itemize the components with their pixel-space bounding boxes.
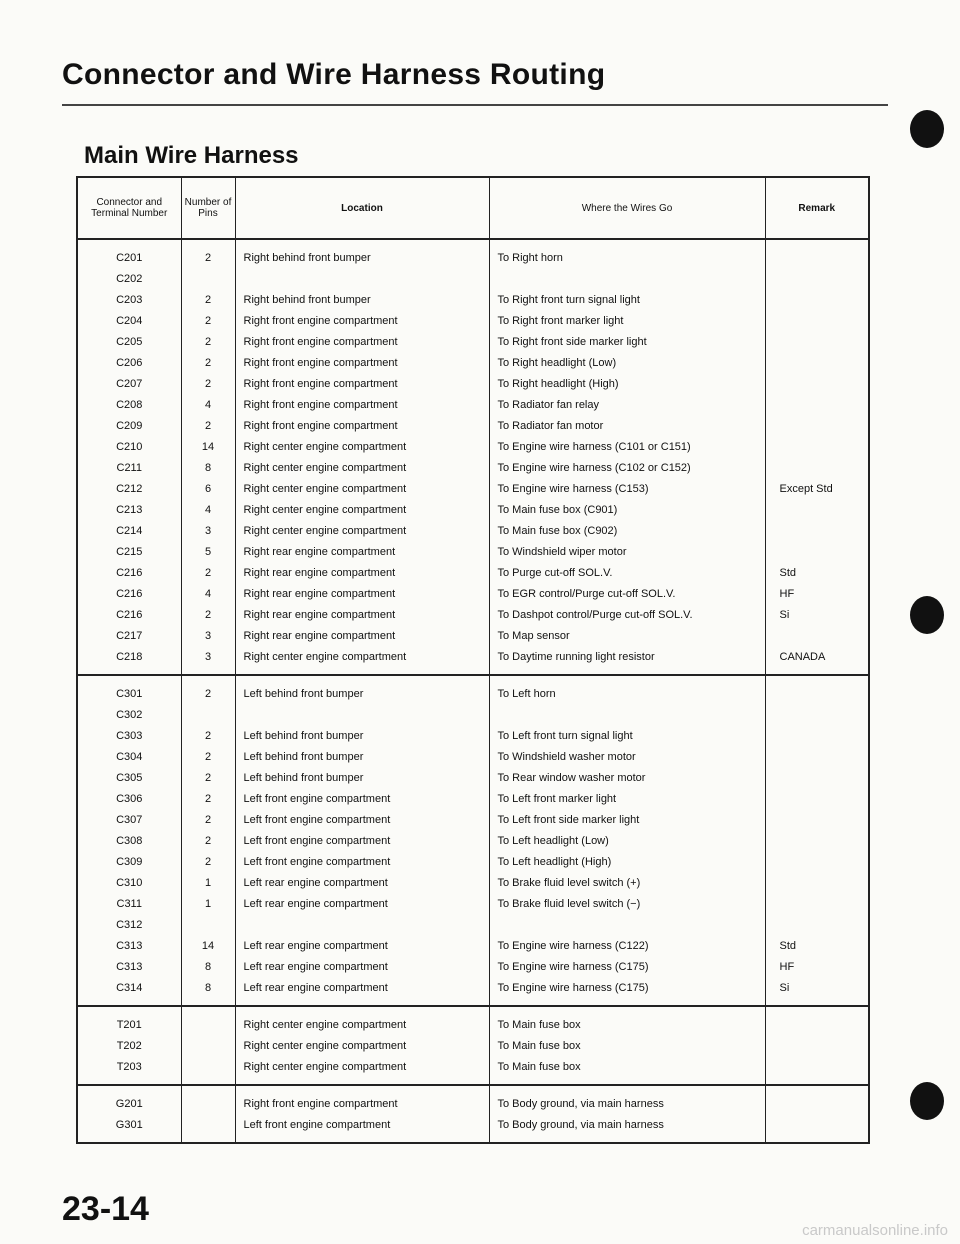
connector-value: C311: [116, 898, 142, 910]
connector-value: G201: [115, 1098, 143, 1110]
remark-value: HF: [779, 588, 795, 600]
remark-value: [766, 521, 869, 542]
where-value: To Engine wire harness (C101 or C151): [497, 441, 691, 453]
title-rule: [62, 104, 888, 106]
remark-value: [766, 374, 869, 395]
location-value: Right center engine compartment: [243, 504, 407, 516]
where-value: To Body ground, via main harness: [497, 1119, 664, 1131]
connector-value: C206: [116, 357, 143, 369]
where-value: To Radiator fan motor: [497, 420, 604, 432]
where-value: [490, 269, 765, 290]
location-value: [236, 915, 489, 936]
where-value: To Dashpot control/Purge cut-off SOL.V.: [497, 609, 693, 621]
pins-value: 2: [204, 378, 212, 390]
location-value: Left front engine compartment: [243, 856, 391, 868]
where-value: To Right headlight (High): [497, 378, 619, 390]
pins-value: 3: [204, 525, 212, 537]
remark-value: [766, 789, 869, 810]
column-connector: [77, 239, 181, 675]
connector-value: T202: [116, 1040, 142, 1052]
where-value: To Engine wire harness (C102 or C152): [497, 462, 691, 474]
where-value: [490, 915, 765, 936]
where-value: To Windshield wiper motor: [497, 546, 627, 558]
remark-value: [766, 1115, 869, 1136]
connector-value: C217: [116, 630, 143, 642]
where-value: To Left horn: [497, 688, 556, 700]
pins-value: 3: [204, 651, 212, 663]
column-connector: [77, 675, 181, 1006]
pins-value: 2: [204, 730, 212, 742]
header-remark: Remark: [765, 177, 869, 239]
connector-value: C204: [116, 315, 143, 327]
connector-value: C301: [116, 688, 143, 700]
column-pins: [181, 239, 235, 675]
watermark: carmanualsonline.info: [802, 1222, 948, 1239]
column-pins: [181, 1006, 235, 1085]
pins-value: 2: [204, 835, 212, 847]
connector-value: C205: [116, 336, 143, 348]
where-value: To Brake fluid level switch (−): [497, 898, 641, 910]
remark-value: [766, 852, 869, 873]
pins-value: 2: [204, 336, 212, 348]
location-value: Left behind front bumper: [243, 772, 364, 784]
location-value: Right center engine compartment: [243, 462, 407, 474]
connector-value: C307: [116, 814, 143, 826]
pins-value: [182, 705, 235, 726]
where-value: To Left front side marker light: [497, 814, 640, 826]
column-where: [489, 239, 765, 675]
location-value: Left rear engine compartment: [243, 877, 388, 889]
remark-value: [766, 1036, 869, 1057]
pins-value: 1: [204, 877, 212, 889]
connector-value: C308: [116, 835, 143, 847]
connector-value: C303: [116, 730, 143, 742]
where-value: [490, 705, 765, 726]
connector-value: C211: [116, 462, 142, 474]
harness-group: [77, 1085, 869, 1143]
connector-value: C312: [116, 919, 143, 931]
where-value: To Right front side marker light: [497, 336, 647, 348]
remark-value: [766, 831, 869, 852]
page-title: Connector and Wire Harness Routing: [62, 58, 606, 91]
where-value: To Body ground, via main harness: [497, 1098, 664, 1110]
remark-value: HF: [779, 961, 795, 973]
where-value: To Windshield washer motor: [497, 751, 636, 763]
where-value: To EGR control/Purge cut-off SOL.V.: [497, 588, 676, 600]
remark-value: [766, 894, 869, 915]
location-value: Right center engine compartment: [243, 441, 407, 453]
remark-value: [766, 705, 869, 726]
location-value: Left rear engine compartment: [243, 961, 388, 973]
connector-value: C203: [116, 294, 143, 306]
remark-value: [766, 1094, 869, 1115]
pins-value: 2: [204, 420, 212, 432]
pins-value: 4: [204, 504, 212, 516]
location-value: Right front engine compartment: [243, 357, 398, 369]
remark-value: [766, 1057, 869, 1078]
connector-value: C208: [116, 399, 143, 411]
remark-value: [766, 873, 869, 894]
pins-value: 1: [204, 898, 212, 910]
column-connector: [77, 1006, 181, 1085]
location-value: Left rear engine compartment: [243, 898, 388, 910]
table-row: [77, 675, 869, 1006]
pins-value: 14: [201, 441, 215, 453]
connector-value: C214: [116, 525, 143, 537]
connector-value: C216: [116, 588, 143, 600]
remark-value: [766, 684, 869, 705]
where-value: To Left headlight (High): [497, 856, 612, 868]
harness-group: [77, 1006, 869, 1085]
remark-value: [766, 810, 869, 831]
connector-value: T201: [116, 1019, 142, 1031]
remark-value: [766, 747, 869, 768]
column-location: [235, 675, 489, 1006]
table-row: [77, 239, 869, 675]
harness-table: [76, 176, 870, 1144]
location-value: Left rear engine compartment: [243, 982, 388, 994]
pins-value: 8: [204, 961, 212, 973]
where-value: To Engine wire harness (C153): [497, 483, 649, 495]
where-value: To Right front marker light: [497, 315, 624, 327]
connector-value: C314: [116, 982, 143, 994]
remark-value: Except Std: [779, 483, 833, 495]
column-where: [489, 1006, 765, 1085]
where-value: To Daytime running light resistor: [497, 651, 655, 663]
connector-value: C207: [116, 378, 143, 390]
pins-value: [182, 1015, 235, 1036]
remark-value: Si: [779, 982, 790, 994]
remark-value: [766, 416, 869, 437]
connector-value: C213: [116, 504, 143, 516]
where-value: To Main fuse box: [497, 1061, 581, 1073]
where-value: To Left headlight (Low): [497, 835, 609, 847]
location-value: Left front engine compartment: [243, 793, 391, 805]
where-value: To Left front marker light: [497, 793, 617, 805]
column-pins: [181, 675, 235, 1006]
location-value: Left behind front bumper: [243, 730, 364, 742]
location-value: Left front engine compartment: [243, 814, 391, 826]
where-value: To Radiator fan relay: [497, 399, 599, 411]
connector-value: C210: [116, 441, 143, 453]
location-value: Right center engine compartment: [243, 651, 407, 663]
remark-value: [766, 1015, 869, 1036]
pins-value: 2: [204, 252, 212, 264]
where-value: To Map sensor: [497, 630, 570, 642]
pins-value: 8: [204, 982, 212, 994]
column-location: [235, 1006, 489, 1085]
where-value: To Purge cut-off SOL.V.: [497, 567, 613, 579]
remark-value: [766, 726, 869, 747]
table-row: [77, 1006, 869, 1085]
where-value: To Left front turn signal light: [497, 730, 633, 742]
pins-value: 4: [204, 399, 212, 411]
remark-value: [766, 768, 869, 789]
where-value: To Right front turn signal light: [497, 294, 640, 306]
pins-value: 2: [204, 609, 212, 621]
location-value: Right rear engine compartment: [243, 609, 396, 621]
location-value: Right front engine compartment: [243, 420, 398, 432]
remark-value: [766, 626, 869, 647]
location-value: Right center engine compartment: [243, 483, 407, 495]
location-value: Right front engine compartment: [243, 399, 398, 411]
pins-value: [182, 1036, 235, 1057]
connector-value: C313: [116, 961, 143, 973]
index-tab-marker-1: [910, 110, 944, 148]
column-location: [235, 1085, 489, 1143]
location-value: Right front engine compartment: [243, 1098, 398, 1110]
harness-group: [77, 675, 869, 1006]
where-value: To Engine wire harness (C122): [497, 940, 649, 952]
location-value: Right front engine compartment: [243, 378, 398, 390]
index-tab-marker-3: [910, 1082, 944, 1120]
where-value: To Engine wire harness (C175): [497, 982, 649, 994]
remark-value: Std: [779, 567, 797, 579]
location-value: [236, 269, 489, 290]
remark-value: [766, 437, 869, 458]
pins-value: 3: [204, 630, 212, 642]
column-where: [489, 1085, 765, 1143]
pins-value: [182, 1057, 235, 1078]
connector-value: C215: [116, 546, 143, 558]
table-row: [77, 1085, 869, 1143]
column-pins: [181, 1085, 235, 1143]
header-pins: Number of Pins: [181, 177, 235, 239]
page-number: 23-14: [62, 1190, 149, 1228]
column-remark: [765, 1006, 869, 1085]
remark-value: Si: [779, 609, 790, 621]
location-value: Right rear engine compartment: [243, 630, 396, 642]
where-value: To Main fuse box (C901): [497, 504, 618, 516]
location-value: Right rear engine compartment: [243, 567, 396, 579]
remark-value: [766, 395, 869, 416]
table-header-row: [77, 177, 869, 239]
remark-value: [766, 332, 869, 353]
pins-value: 2: [204, 688, 212, 700]
pins-value: 14: [201, 940, 215, 952]
remark-value: [766, 353, 869, 374]
pins-value: 2: [204, 357, 212, 369]
index-tab-marker-2: [910, 596, 944, 634]
location-value: Right front engine compartment: [243, 336, 398, 348]
location-value: Left front engine compartment: [243, 1119, 391, 1131]
connector-value: C201: [116, 252, 143, 264]
connector-value: C202: [116, 273, 143, 285]
connector-value: C212: [116, 483, 143, 495]
connector-value: C310: [116, 877, 143, 889]
pins-value: 2: [204, 814, 212, 826]
connector-value: C304: [116, 751, 143, 763]
where-value: To Brake fluid level switch (+): [497, 877, 641, 889]
remark-value: [766, 248, 869, 269]
remark-value: [766, 269, 869, 290]
column-where: [489, 675, 765, 1006]
pins-value: 4: [204, 588, 212, 600]
header-connector: Connector and Terminal Number: [77, 177, 181, 239]
location-value: Left rear engine compartment: [243, 940, 388, 952]
where-value: To Right headlight (Low): [497, 357, 617, 369]
pins-value: 2: [204, 751, 212, 763]
header-where: Where the Wires Go: [489, 177, 765, 239]
pins-value: [182, 1115, 235, 1136]
column-remark: [765, 1085, 869, 1143]
pins-value: [182, 1094, 235, 1115]
where-value: To Main fuse box: [497, 1019, 581, 1031]
column-connector: [77, 1085, 181, 1143]
location-value: Right behind front bumper: [243, 294, 371, 306]
column-remark: [765, 675, 869, 1006]
location-value: Right rear engine compartment: [243, 546, 396, 558]
pins-value: 5: [204, 546, 212, 558]
connector-value: C306: [116, 793, 143, 805]
pins-value: 2: [204, 772, 212, 784]
location-value: Right center engine compartment: [243, 525, 407, 537]
remark-value: [766, 458, 869, 479]
where-value: To Engine wire harness (C175): [497, 961, 649, 973]
column-location: [235, 239, 489, 675]
connector-value: C302: [116, 709, 143, 721]
where-value: To Right horn: [497, 252, 563, 264]
remark-value: Std: [779, 940, 797, 952]
column-remark: [765, 239, 869, 675]
where-value: To Rear window washer motor: [497, 772, 646, 784]
location-value: Right front engine compartment: [243, 315, 398, 327]
location-value: Right center engine compartment: [243, 1019, 407, 1031]
location-value: Left front engine compartment: [243, 835, 391, 847]
where-value: To Main fuse box: [497, 1040, 581, 1052]
location-value: Right center engine compartment: [243, 1040, 407, 1052]
pins-value: 8: [204, 462, 212, 474]
connector-value: C313: [116, 940, 143, 952]
remark-value: [766, 500, 869, 521]
location-value: Left behind front bumper: [243, 751, 364, 763]
pins-value: 2: [204, 567, 212, 579]
connector-value: T203: [116, 1061, 142, 1073]
pins-value: [182, 915, 235, 936]
location-value: Left behind front bumper: [243, 688, 364, 700]
pins-value: 2: [204, 856, 212, 868]
connector-value: C216: [116, 567, 143, 579]
remark-value: [766, 915, 869, 936]
harness-group: [77, 239, 869, 675]
remark-value: [766, 290, 869, 311]
location-value: Right rear engine compartment: [243, 588, 396, 600]
section-title: Main Wire Harness: [84, 142, 299, 169]
connector-value: G301: [115, 1119, 143, 1131]
location-value: [236, 705, 489, 726]
remark-value: [766, 542, 869, 563]
pins-value: 2: [204, 793, 212, 805]
location-value: Right behind front bumper: [243, 252, 371, 264]
connector-value: C218: [116, 651, 143, 663]
pins-value: [182, 269, 235, 290]
pins-value: 2: [204, 294, 212, 306]
pins-value: 6: [204, 483, 212, 495]
connector-value: C216: [116, 609, 143, 621]
connector-value: C305: [116, 772, 143, 784]
where-value: To Main fuse box (C902): [497, 525, 618, 537]
header-location: Location: [235, 177, 489, 239]
location-value: Right center engine compartment: [243, 1061, 407, 1073]
connector-value: C209: [116, 420, 143, 432]
connector-value: C309: [116, 856, 143, 868]
remark-value: CANADA: [779, 651, 826, 663]
pins-value: 2: [204, 315, 212, 327]
remark-value: [766, 311, 869, 332]
